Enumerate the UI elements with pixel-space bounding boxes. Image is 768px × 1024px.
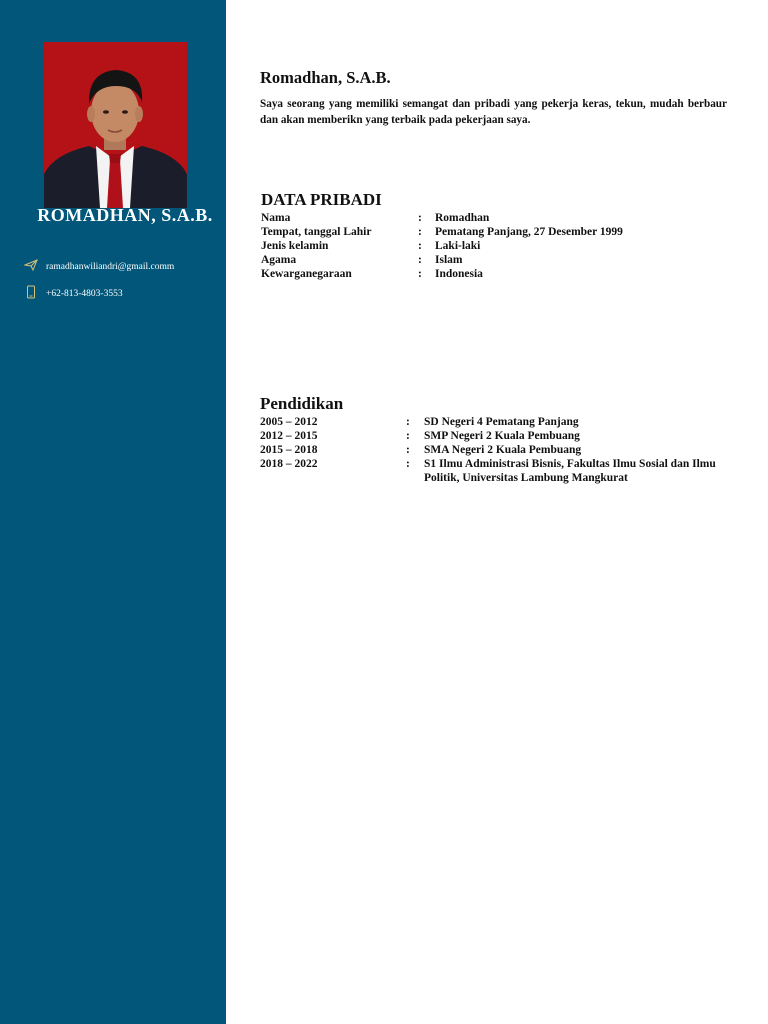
send-icon: [22, 259, 40, 274]
list-item: [261, 211, 731, 225]
row-value: SMP Negeri 2 Kuala Pembuang: [424, 430, 580, 442]
profile-photo: [44, 42, 187, 208]
row-separator: :: [418, 268, 422, 280]
summary-text: Saya seorang yang memiliki semangat dan pribadi yang pekerja keras, tekun, mudah berbaur dan akan memberikn yang terbaik pada pekerjaan saya.: [260, 98, 727, 126]
list-item: [261, 267, 731, 281]
row-value: S1 Ilmu Administrasi Bisnis, Fakultas Ilmu Sosial dan Ilmu Politik, Universitas Lambung Mangkurat: [424, 458, 716, 484]
sidebar: [0, 0, 226, 1024]
row-label: 2005 – 2012: [260, 416, 318, 428]
row-label: 2018 – 2022: [260, 458, 318, 470]
row-label: Jenis kelamin: [261, 240, 329, 252]
email-contact: [22, 259, 174, 274]
person-portrait-icon: [44, 42, 187, 208]
sidebar-name: ROMADHAN, S.A.B.: [37, 205, 213, 225]
list-item: [261, 239, 731, 253]
data-pribadi-title: DATA PRIBADI: [261, 190, 382, 209]
list-item: [260, 415, 730, 429]
list-item: [260, 443, 730, 457]
row-separator: :: [418, 240, 422, 252]
row-value: SD Negeri 4 Pematang Panjang: [424, 416, 579, 428]
row-value: Islam: [435, 254, 463, 266]
row-separator: :: [406, 430, 410, 442]
phone-contact: [22, 285, 123, 302]
phone-text: +62-813-4803-3553: [46, 288, 123, 299]
list-item: [261, 225, 731, 239]
row-separator: :: [418, 212, 422, 224]
row-value: Indonesia: [435, 268, 483, 280]
phone-icon: [22, 285, 40, 302]
list-item: [261, 253, 731, 267]
row-label: 2012 – 2015: [260, 430, 318, 442]
list-item: [260, 457, 730, 485]
row-separator: :: [406, 444, 410, 456]
list-item: [260, 429, 730, 443]
row-value: Romadhan: [435, 212, 490, 224]
email-text: ramadhanwiliandri@gmail.comm: [46, 261, 175, 272]
row-label: Nama: [261, 212, 291, 224]
row-separator: :: [418, 254, 422, 266]
row-separator: :: [418, 226, 422, 238]
row-label: 2015 – 2018: [260, 444, 318, 456]
pendidikan-title: Pendidikan: [260, 394, 344, 413]
row-label: Agama: [261, 254, 297, 266]
row-value: Laki-laki: [435, 240, 481, 252]
pendidikan-list: [260, 415, 730, 485]
row-value: Pematang Panjang, 27 Desember 1999: [435, 226, 623, 238]
row-separator: :: [406, 458, 410, 470]
data-pribadi-list: [261, 211, 731, 281]
row-label: Tempat, tanggal Lahir: [261, 226, 372, 238]
row-label: Kewarganegaraan: [261, 268, 352, 280]
main-name: Romadhan, S.A.B.: [260, 68, 391, 87]
row-value: SMA Negeri 2 Kuala Pembuang: [424, 444, 582, 456]
row-separator: :: [406, 416, 410, 428]
